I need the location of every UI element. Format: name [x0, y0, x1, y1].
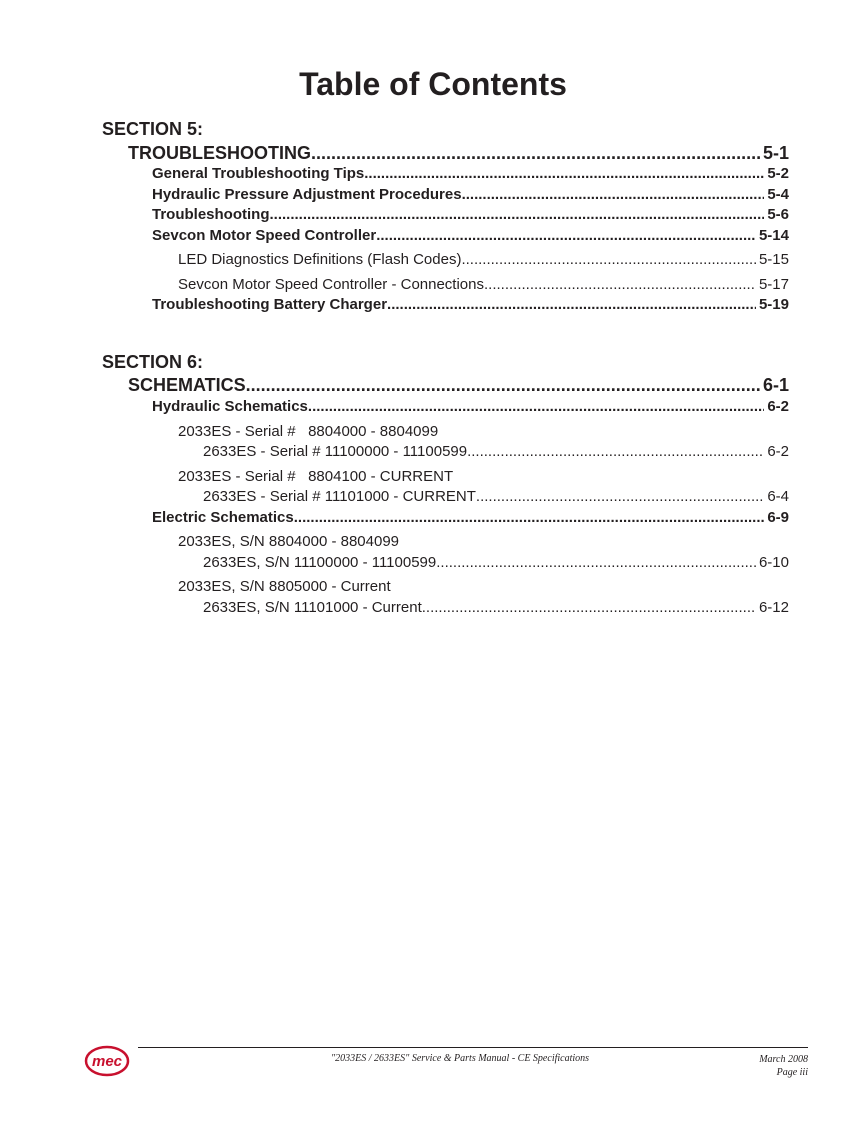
toc-entry-hydraulic-serial-8804100[interactable]	[203, 487, 789, 507]
toc-entry-page: 6-2	[767, 443, 789, 460]
toc-entry-page: 6-12	[758, 599, 789, 616]
logo-text: mec	[91, 1053, 123, 1070]
toc-entry-serial-line1: 2033ES, S/N 8805000 - Current	[178, 578, 391, 595]
toc-entry-page: 6-10	[758, 554, 789, 571]
toc-entry-electric-sn-8804000[interactable]	[203, 553, 789, 573]
toc-entry-label: Hydraulic Pressure Adjustment Procedures	[152, 186, 462, 203]
toc-entry-page: 6-4	[767, 488, 789, 505]
toc-entry-serial-line1: 2033ES - Serial # 8804000 - 8804099	[178, 423, 439, 440]
dot-leader	[387, 295, 756, 315]
dot-leader	[436, 553, 756, 573]
toc-entry-page: 6-2	[767, 398, 789, 415]
toc-entry-schematics[interactable]	[128, 374, 789, 396]
footer-divider	[138, 1047, 808, 1048]
toc-entry-label: 2633ES - Serial # 11101000 - CURRENT	[203, 488, 476, 505]
toc-entry-label: 2633ES, S/N 11101000 - Current	[203, 599, 422, 616]
dot-leader	[308, 397, 764, 417]
toc-entry-label: TROUBLESHOOTING	[128, 143, 311, 163]
toc-entry-serial-line1: 2033ES, S/N 8804000 - 8804099	[178, 533, 400, 550]
toc-entry-sevcon-connections[interactable]	[178, 275, 789, 295]
dot-leader	[484, 275, 756, 295]
toc-entry-page: 5-1	[762, 143, 789, 163]
toc-entry-troubleshooting[interactable]	[128, 142, 789, 164]
dot-leader	[294, 508, 765, 528]
toc-entry-label: 2633ES, S/N 11100000 - 11100599	[203, 554, 437, 571]
toc-entry-label: LED Diagnostics Definitions (Flash Codes)	[178, 251, 462, 268]
toc-entry-electric-schematics[interactable]	[152, 508, 789, 528]
toc-entry-page: 5-2	[767, 165, 789, 182]
toc-entry-page: 6-1	[762, 375, 789, 395]
dot-leader	[311, 142, 760, 164]
toc-entry-page: 5-17	[758, 276, 789, 293]
section-6-heading: SECTION 6:	[102, 352, 204, 372]
toc-entry-page: 5-15	[758, 251, 789, 268]
toc-entry-label: 2633ES - Serial # 11100000 - 11100599	[203, 443, 468, 460]
toc-entry-page: 5-14	[758, 227, 789, 244]
toc-entry-hydraulic-pressure-adjustment[interactable]	[152, 185, 789, 205]
footer-page-number: Page iii	[776, 1067, 808, 1078]
section-5-heading: SECTION 5:	[102, 119, 204, 139]
toc-entry-hydraulic-schematics[interactable]	[152, 397, 789, 417]
dot-leader	[467, 442, 764, 462]
toc-entry-sevcon-motor-speed-controller[interactable]	[152, 226, 789, 246]
dot-leader	[376, 226, 756, 246]
toc-entry-label: SCHEMATICS	[128, 375, 246, 395]
footer-manual-title: "2033ES / 2633ES" Service & Parts Manual - CE Specifications	[330, 1053, 590, 1064]
toc-entry-hydraulic-serial-8804000[interactable]	[203, 442, 789, 462]
dot-leader	[476, 487, 764, 507]
toc-entry-serial-line1: 2033ES - Serial # 8804100 - CURRENT	[178, 468, 454, 485]
toc-entry-label: Hydraulic Schematics	[152, 398, 308, 415]
toc-entry-label: Electric Schematics	[152, 509, 294, 526]
toc-entry-page: 5-4	[767, 186, 789, 203]
dot-leader	[270, 205, 765, 225]
footer-date: March 2008	[759, 1054, 808, 1065]
toc-entry-label: Sevcon Motor Speed Controller - Connections	[178, 276, 484, 293]
toc-entry-label: General Troubleshooting Tips	[152, 165, 365, 182]
toc-entry-led-diagnostics[interactable]	[178, 250, 789, 270]
toc-entry-label: Troubleshooting Battery Charger	[152, 296, 388, 313]
page-title: Table of Contents	[299, 66, 567, 102]
toc-entry-troubleshooting-sub[interactable]	[152, 205, 789, 225]
toc-entry-page: 5-19	[758, 296, 789, 313]
toc-entry-troubleshooting-battery-charger[interactable]	[152, 295, 789, 315]
toc-entry-page: 6-9	[767, 509, 789, 526]
toc-entry-general-troubleshooting-tips[interactable]	[152, 164, 789, 184]
dot-leader	[422, 598, 756, 618]
dot-leader	[462, 185, 765, 205]
dot-leader	[246, 374, 760, 396]
footer-meta	[759, 1053, 808, 1079]
dot-leader	[461, 250, 756, 270]
toc-entry-label: Troubleshooting	[152, 206, 270, 223]
toc-entry-label: Sevcon Motor Speed Controller	[152, 227, 377, 244]
dot-leader	[364, 164, 764, 184]
toc-entry-page: 5-6	[767, 206, 789, 223]
toc-entry-electric-sn-8805000[interactable]	[203, 598, 789, 618]
mec-logo-icon	[84, 1045, 130, 1077]
